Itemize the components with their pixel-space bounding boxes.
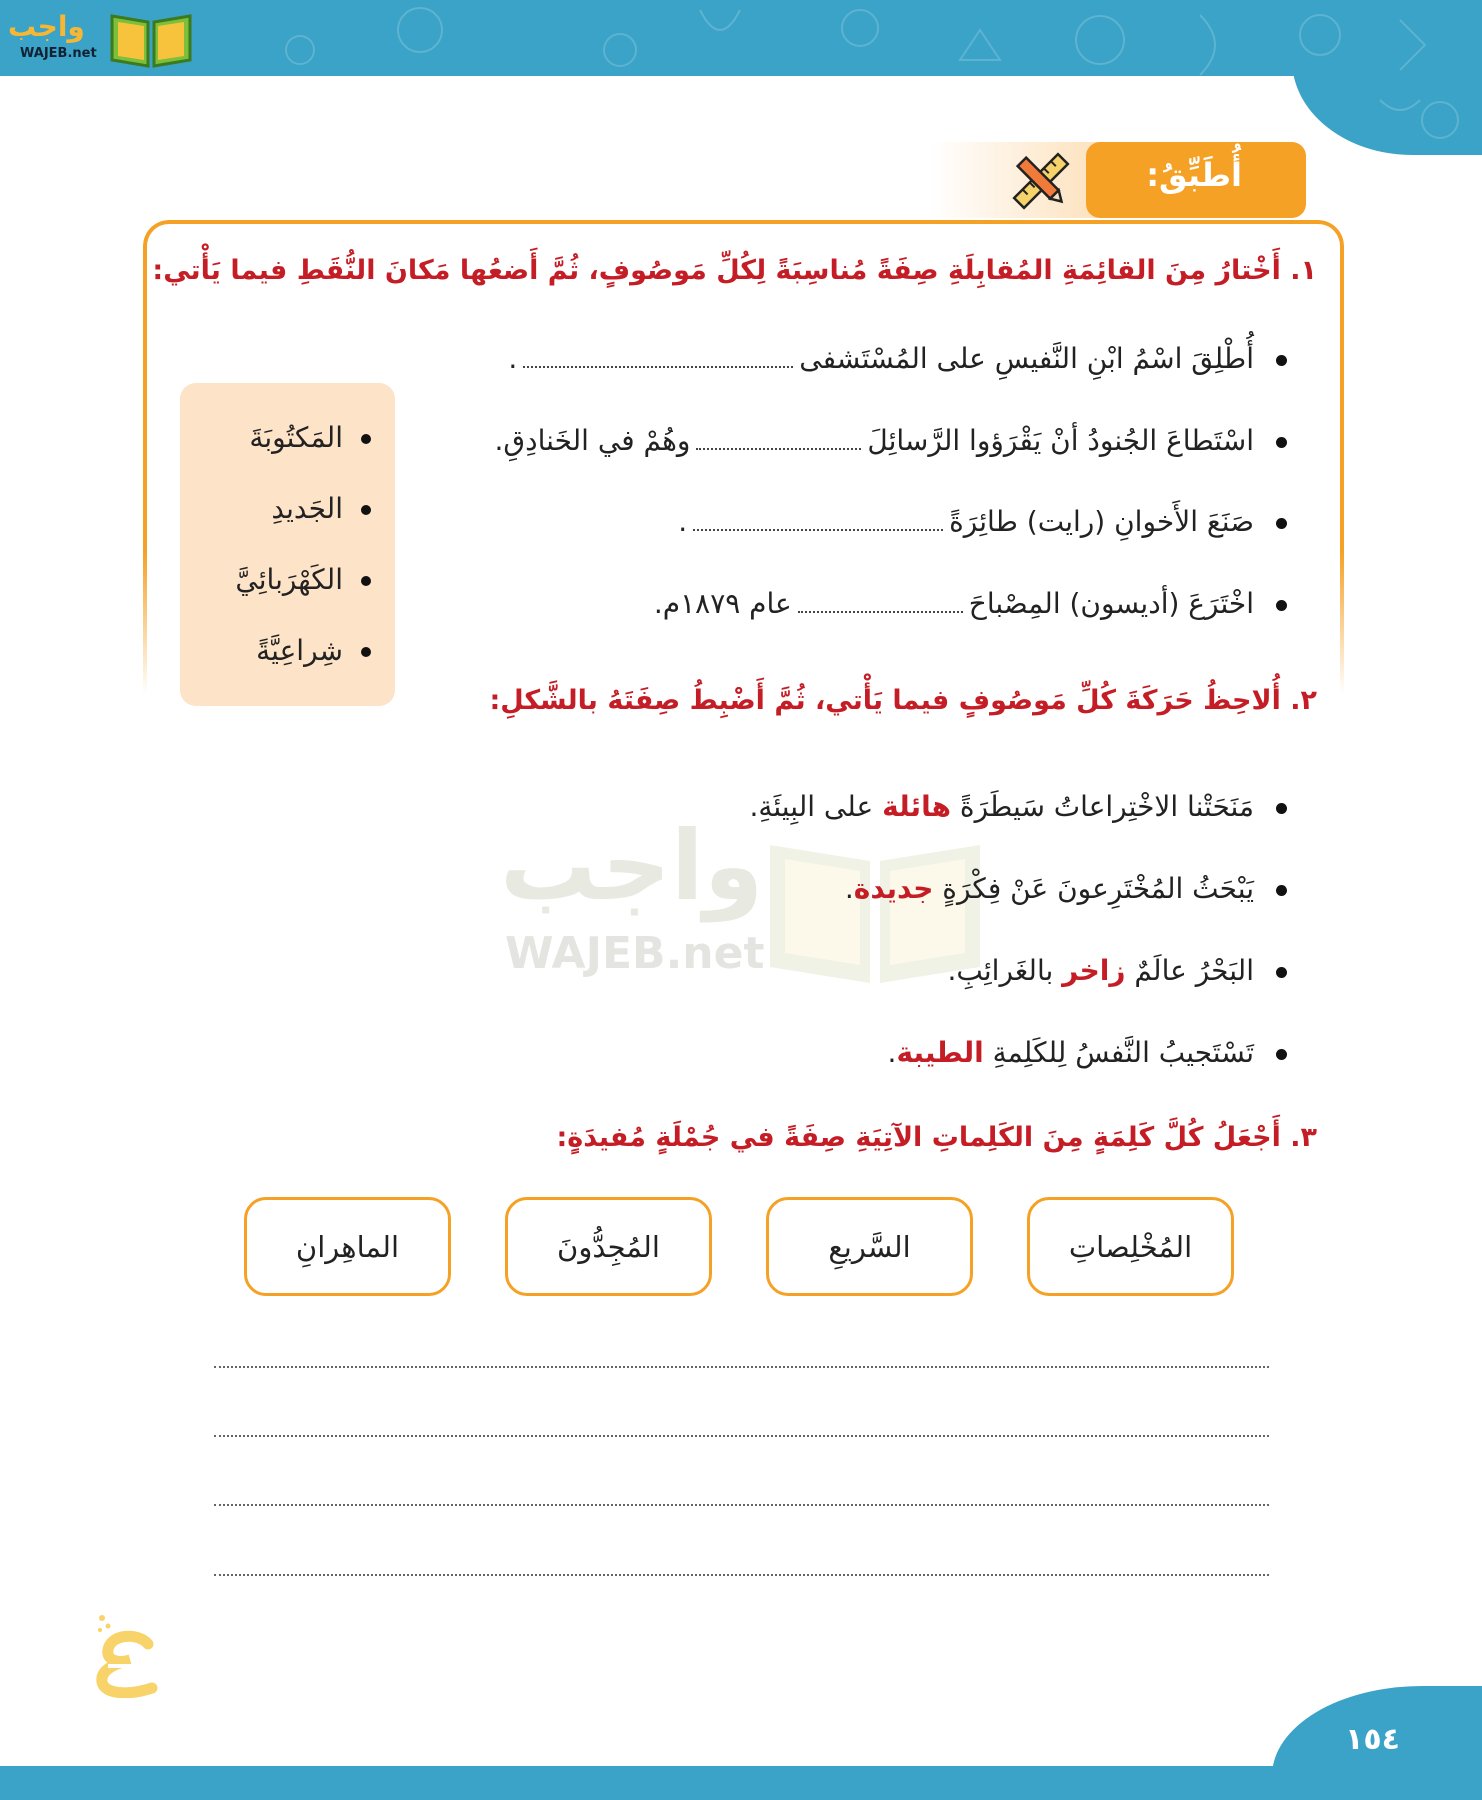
bullet-dot [1276,885,1287,896]
bullet-dot [1276,967,1287,978]
word-box: المُخْلِصاتِ [1027,1197,1234,1296]
word-box: المُجِدُّونَ [505,1197,712,1296]
bullet-dot [1276,600,1287,611]
word-bank-item: المَكتُوبَةَ [249,421,371,454]
q2-heading: ٢. أُلاحِظُ حَرَكَةَ كُلِّ مَوصُوفٍ فيما يَأْتي، ثُمَّ أَضْبِطُ صِفَتَهُ بالشَّكلِ: [489,685,1317,716]
q2-sentence: مَنَحَتْنا الاخْتِراعاتُ سَيطَرَةً هائلة على البِيئَةِ. [749,790,1287,823]
blank-dots [693,525,943,531]
bullet-dot [1276,355,1287,366]
answer-line[interactable] [214,1504,1269,1506]
blank-dots [696,444,861,450]
q3-heading: ٣. أَجْعَلُ كُلَّ كَلِمَةٍ مِنَ الكَلِماتِ الآتِيَةِ صِفَةً في جُمْلَةٍ مُفيدَةٍ: [556,1122,1317,1153]
q2-sentence: يَبْحَثُ المُخْتَرِعونَ عَنْ فِكْرَةٍ جديدة. [845,872,1287,905]
logo-latin-text: WAJEB.net [20,46,97,61]
practice-label: أُطَبِّقُ: [1146,156,1242,194]
blank-dots [523,362,793,368]
bullet-dot [1276,803,1287,814]
q1-sentence: اخْتَرَعَ (أديسون) المِصْباحَعام ١٨٧٩م. [654,587,1287,620]
word-bank [180,383,395,706]
q2-sentence: تَسْتَجيبُ النَّفسُ لِلكَلِمةِ الطيبة. [888,1036,1287,1069]
book-icon [108,8,194,68]
word-bank-item: شِراعِيَّةً [256,634,371,667]
bottom-band [0,1766,1482,1800]
ain-letter-logo [88,1610,160,1698]
answer-line[interactable] [214,1366,1269,1368]
answer-line[interactable] [214,1435,1269,1437]
ruler-pencil-icon [1010,150,1072,212]
page-number: ١٥٤ [1345,1722,1400,1757]
word-bank-item: الجَديدِ [271,492,371,525]
q1-sentence: أُطْلِقَ اسْمُ ابْنِ النَّفيسِ على المُسْتَشفى. [508,342,1287,375]
watermark-arabic: واجب [500,810,764,922]
wajeb-logo [8,6,198,70]
logo-arabic-text: واجب [8,10,85,43]
q2-sentence: البَحْرُ عالَمٌ زاخر بالغَرائِبِ. [947,954,1287,987]
q1-sentence: صَنَعَ الأَخوانِ (رايت) طائِرَةً. [678,505,1287,538]
practice-tag [1086,142,1306,218]
word-box: الماهِرانِ [244,1197,451,1296]
bullet-dot [1276,518,1287,529]
watermark [500,810,1000,990]
word-box: السَّريعِ [766,1197,973,1296]
q1-heading: ١. أَخْتارُ مِنَ القائِمَةِ المُقابِلَةِ صِفَةً مُناسِبَةً لِكُلِّ مَوصُوفٍ، ثُمَّ أَضعُها مَكانَ النُّقَطِ فيما يَأْتي: [152,255,1317,286]
bullet-dot [1276,1049,1287,1060]
blank-dots [798,607,963,613]
q1-sentence: اسْتَطاعَ الجُنودُ أنْ يَقْرَؤوا الرَّسائِلَوهُمْ في الخَنادِقِ. [495,424,1288,457]
word-bank-item: الكَهْرَبائِيَّ [235,563,371,596]
watermark-latin: WAJEB.net [505,928,765,979]
header-pattern [0,0,1482,155]
answer-line[interactable] [214,1574,1269,1576]
bullet-dot [1276,437,1287,448]
